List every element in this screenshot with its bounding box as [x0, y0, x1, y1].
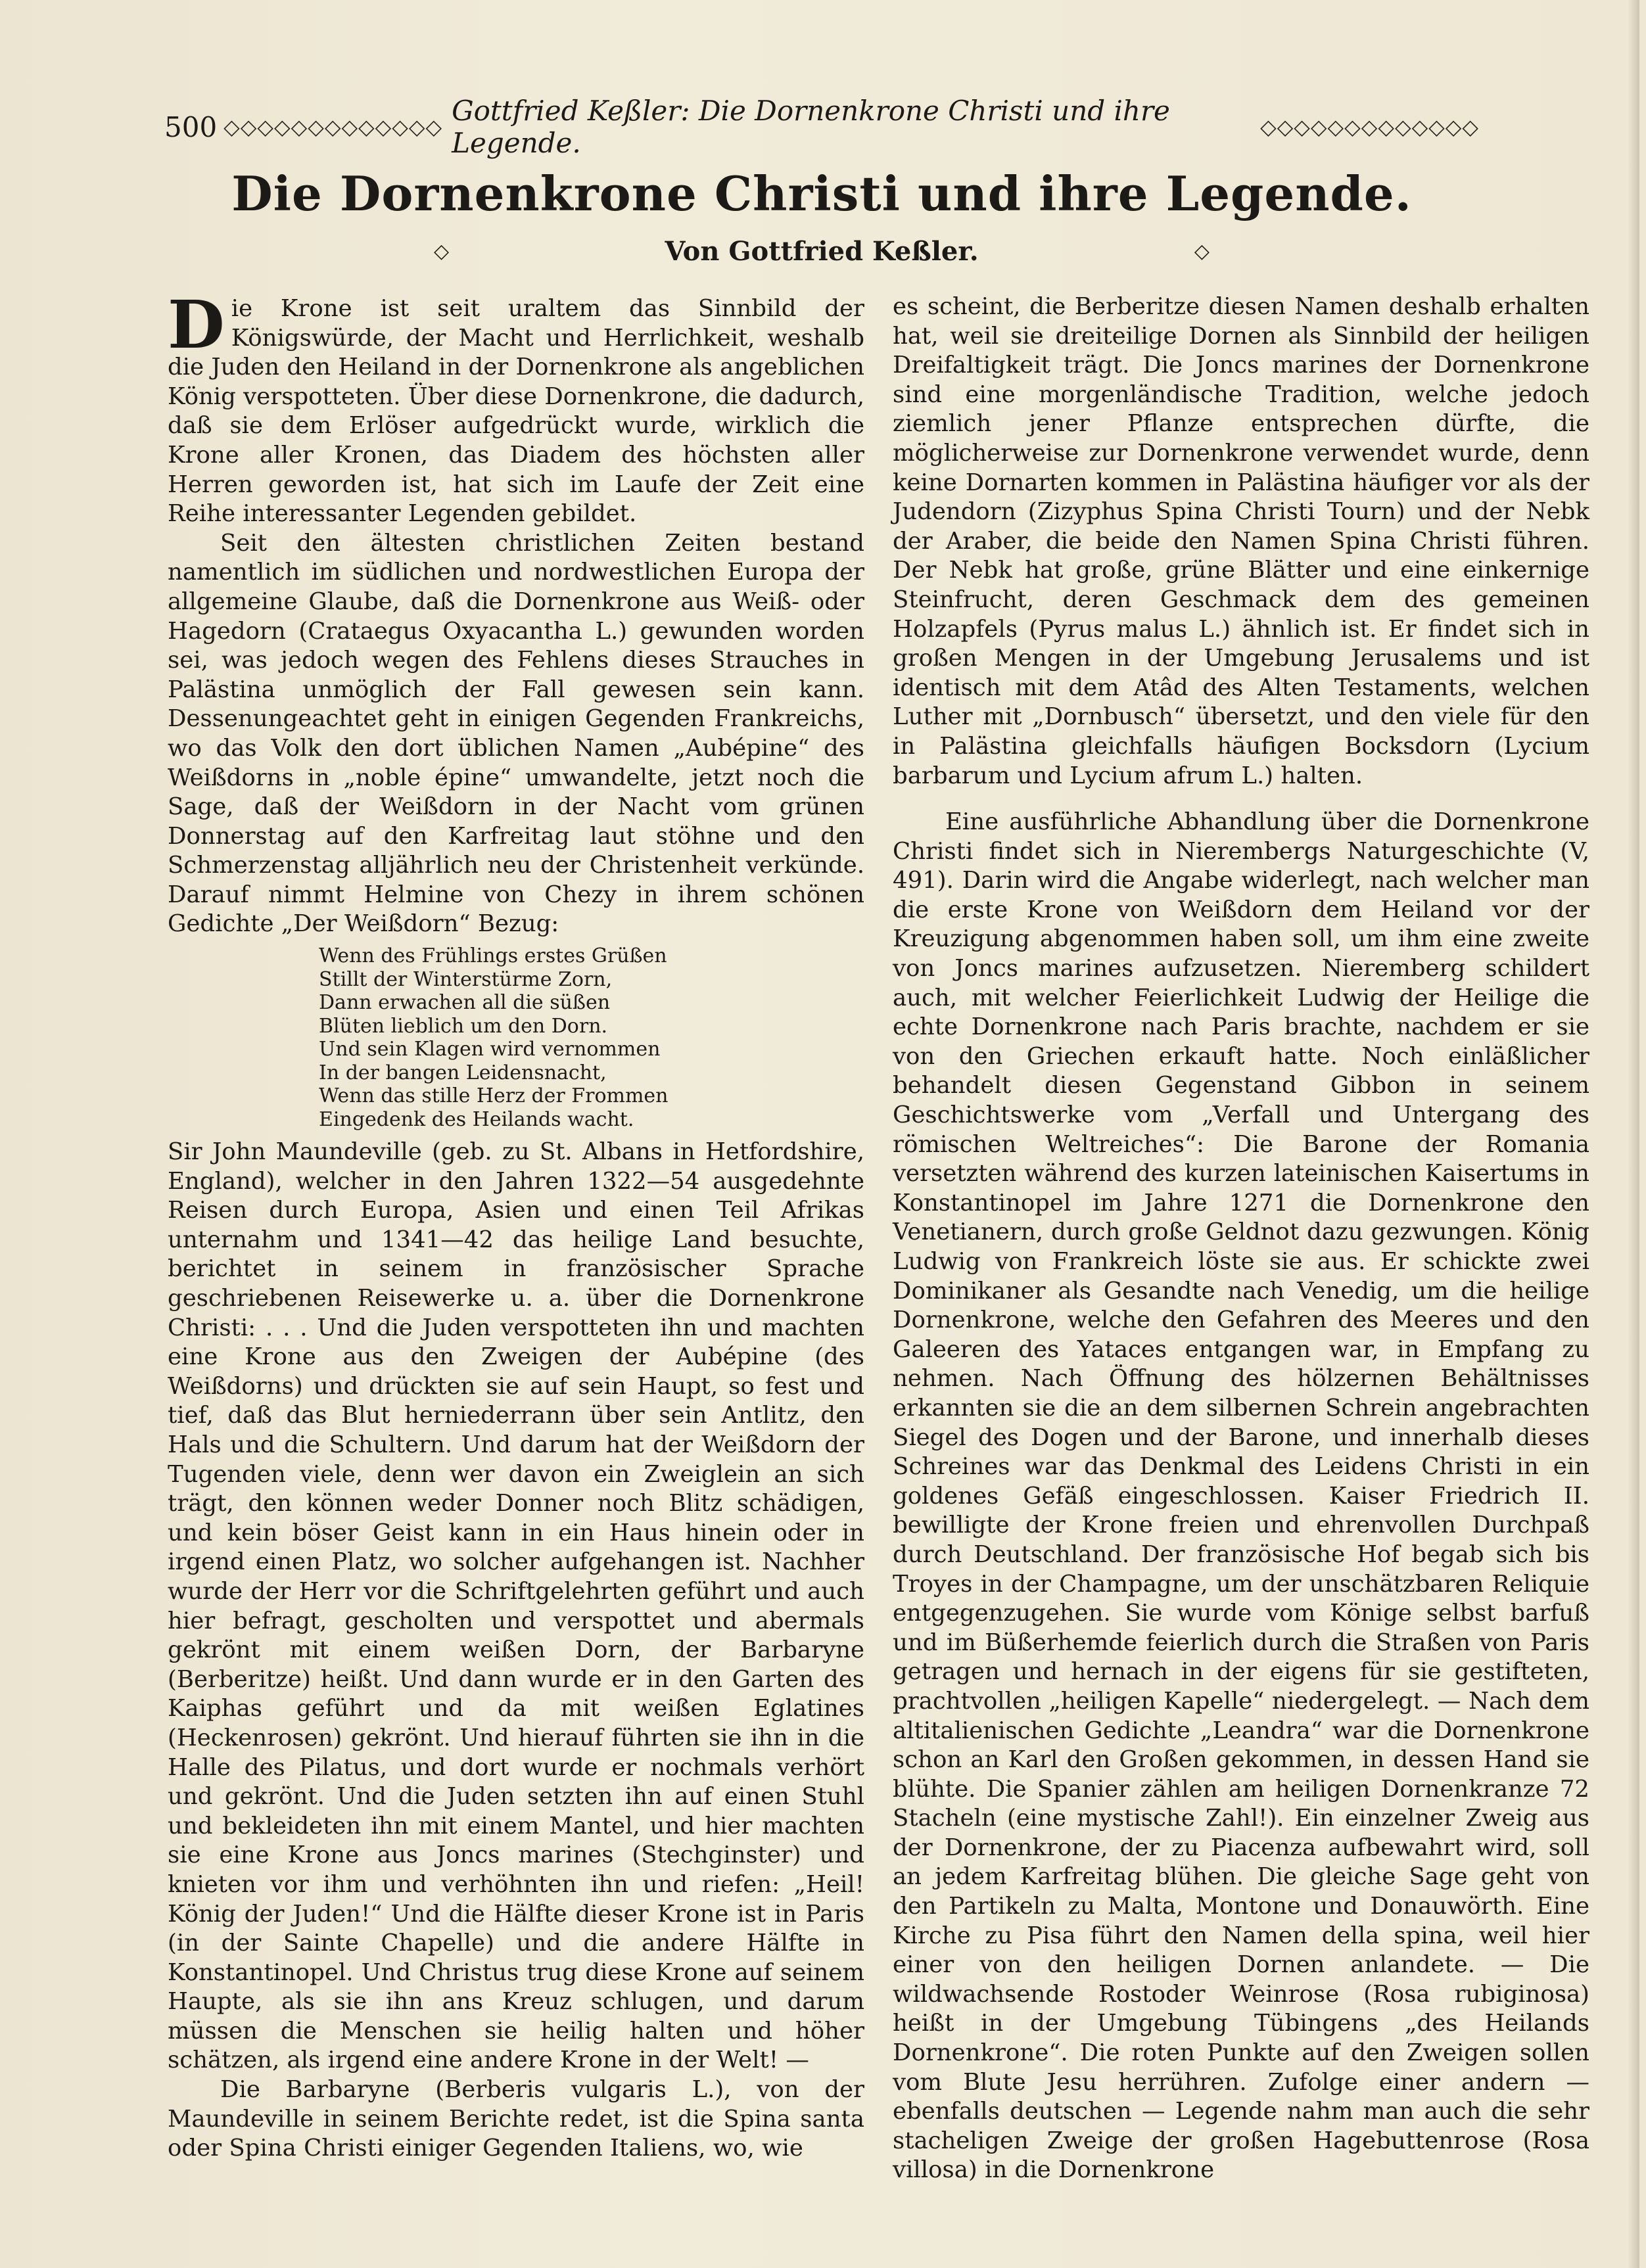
paragraph: Eine ausführliche Abhandlung über die Dornenkrone Christi findet sich in Nierembergs Naturgeschichte (V, 491). Darin wird die Angabe widerlegt, nach welcher man die erste Krone von Weißdorn dem Heiland vor der Kreuzigung abgenommen haben soll, um ihm eine zweite von Joncs marines aufzusetzen. Nieremberg schildert auch, mit welcher Feierlichkeit Ludwig der Heilige die echte Dornenkrone nach Paris brachte, nachdem er sie von den Griechen erkauft hatte. Noch einläßlicher behandelt diesen Gegenstand Gibbon in seinem Geschichtswerke vom „Verfall und Untergang des römischen Weltreiches“: Die Barone der Romania versetzten während des kurzen lateinischen Kaisertums in Konstantinopel im Jahre 1271 die Dornenkrone den Venetianern, durch große Geldnot dazu gezwungen. König Ludwig von Frankreich löste sie aus. Er schickte zwei Dominikaner als Gesandte nach Venedig, um die heilige Dornenkrone, welche den Gefahren des Meeres und den Galeeren des Yataces entgangen war, in Empfang zu nehmen. Nach Öffnung des hölzernen Behältnisses erkannten sie die an dem silbernen Schrein angebrachten Siegel des Dogen und der Barone, und innerhalb dieses Schreines war das Denkmal des Leidens Christi in ein goldenes Gefäß eingeschlossen. Kaiser Friedrich II. bewilligte der Krone freien und ehrenvollen Durchpaß durch Deutschland. Der französische Hof begab sich bis Troyes in der Champagne, um der unschätzbaren Reliquie entgegenzugehen. Sie wurde vom Könige selbst barfuß und im Büßerhemde feierlich durch die Straßen von Paris getragen und hernach in der eigens für sie gestifteten, prachtvollen „heiligen Kapelle“ niedergelegt. — Nach dem altitalienischen Gedichte „Leandra“ war die Dornenkrone schon an Karl den Großen gekommen, in dessen Hand sie blühte. Die Spanier zählen am heiligen Dornenkranze 72 Stacheln (eine mystische Zahl!). Ein einzelner Zweig aus der Dornenkrone, der zu Piacenza aufbewahrt wird, soll an jedem Karfreitag blühen. Die gleiche Sage geht von den Partikeln zu Malta, Montone und Donauwörth. Eine Kirche zu Pisa führt den Namen della spina, weil hier einer von den heiligen Dornen anlandete. — Die wildwachsende Rostoder Weinrose (Rosa rubiginosa) heißt in der Umgebung Tübingens „des Heilands Dornenkrone“. Die roten Punkte auf den Zweigen sollen vom Blute Jesu herrühren. Zufolge einer andern — ebenfalls deutschen — Legende nahm man auch die sehr stacheligen Zweige der großen Hagebuttenrose (Rosa villosa) in die Dornenkrone — [893, 808, 1589, 2184]
diamond-icon-left: ◇ — [434, 239, 450, 263]
poem-line: Dann erwachen all die süßen — [319, 991, 611, 1015]
ornament-right: ◇◇◇◇◇◇◇◇◇◇◇◇◇ — [1260, 114, 1479, 139]
paragraph: Sir John Maundeville (geb. zu St. Albans in Hetfordshire, England), welcher in den Jahren 1322—54 ausgedehnte Reisen durch Europa, Asien und einen Teil Afrikas unternahm und 1341—42 das heilige Land besuchte, berichtet in seinem in französischer Sprache geschriebenen Reisewerke u. a. über die Dornenkrone Christi: . . . Und die Juden verspotteten ihn und machten eine Krone aus den Zweigen der Aubépine (des Weißdorns) und drückten sie auf sein Haupt, so fest und tief, daß das Blut herniederrann über sein Antlitz, den Hals und die Schultern. Und darum hat der Weißdorn der Tugenden viele, denn wer davon ein Zweiglein an sich trägt, den können weder Donner noch Blitz schädigen, und kein böser Geist kann in ein Haus hinein oder in irgend einen Platz, wo solcher aufgehangen ist. Nachher wurde der Herr vor die Schriftgelehrten geführt und auch hier befragt, gescholten und verspottet und abermals gekrönt mit einem weißen Dorn, der Barbaryne (Berberitze) heißt. Und dann wurde er in den Garten des Kaiphas geführt und da mit weißen Eglatines (Heckenrosen) gekrönt. Und hierauf führten sie ihn in die Halle des Pilatus, und dort wurde er nochmals verhört und gekrönt. Und die Juden setzten ihn auf einen Stuhl und bekleideten ihn mit einem Mantel, und hier machten sie eine Krone aus Joncs marines (Stechginster) und knieten vor ihm und verhöhnten ihn und riefen: „Heil! König der Juden!“ Und die Hälfte dieser Krone ist in Paris (in der Sainte Chapelle) und die andere Hälfte in Konstantinopel. Und Christus trug diese Krone auf seinem Haupte, als sie ihn ans Kreuz schlugen, und darum müssen die Menschen sie heilig halten und höher schätzen, als irgend eine andere Krone in der Welt! — — [168, 1138, 864, 2074]
author: Von Gottfried Keßler. — [665, 235, 979, 267]
poem-line: In der bangen Leidensnacht, — [319, 1061, 607, 1084]
running-title: Gottfried Keßler: Die Dornenkrone Christi und ihre Legende. — [452, 95, 1170, 159]
paragraph: es scheint, die Berberitze diesen Namen deshalb erhalten hat, weil sie dreiteilige Dornen als Sinnbild der heiligen Dreifaltigkeit trägt. Die Joncs marines der Dornenkrone sind eine morgenländische Tradition, welche jedoch ziemlich jener Pflanze entsprechen dürfte, die möglicherweise zur Dornenkrone verwendet wurde, denn keine Dornarten kommen in Palästina häufiger vor als der Judendorn (Zizyphus Spina Christi Tourn) und der Nebk der Araber, die beide den Namen Spina Christi führen. Der Nebk hat große, grüne Blätter und eine einkernige Steinfrucht, deren Geschmack dem des gemeinen Holzapfels (Pyrus malus L.) ähnlich ist. Er findet sich in großen Mengen in der Umgebung Jerusalems und ist identisch mit dem Atâd des Alten Testaments, welchen Luther mit „Dornbusch“ übersetzt, und den viele für den in Palästina gleichfalls häufigen Bocksdorn (Lycium barbarum und Lycium afrum L.) halten. — [893, 293, 1589, 789]
poem-line: Wenn das stille Herz der Frommen — [319, 1084, 669, 1108]
byline — [434, 231, 1210, 271]
right-column — [893, 292, 1589, 2185]
diamond-icon-right: ◇ — [1194, 239, 1210, 263]
poem-line: Wenn des Frühlings erstes Grüßen — [319, 944, 667, 968]
ornament-left: ◇◇◇◇◇◇◇◇◇◇◇◇◇ — [223, 114, 443, 139]
paragraph: Die Barbaryne (Berberis vulgaris L.), von der Maundeville in seinem Berichte redet, ist die Spina santa oder Spina Christi einiger Gegenden Italiens, wo, wie — [168, 2076, 864, 2162]
page-number: 500 — [164, 110, 218, 143]
article-title: Die Dornenkrone Christi und ihre Legende. — [231, 166, 1412, 221]
page-edge-shadow — [1628, 0, 1639, 2268]
drop-cap: D — [168, 286, 225, 363]
poem-line: Eingedenk des Heilands wacht. — [319, 1107, 634, 1131]
poem-line: Stillt der Winterstürme Zorn, — [319, 967, 613, 991]
left-column — [168, 286, 864, 2164]
poem — [319, 944, 864, 1131]
paragraph: Seit den ältesten christlichen Zeiten bestand namentlich im südlichen und nordwestlichen Europa der allgemeine Glaube, daß die Dornenkrone aus Weiß- oder Hagedorn (Crataegus Oxyacantha L.) gewunden worden sei, was jedoch wegen des Fehlens dieses Strauches in Palästina unmöglich der Fall gewesen sein kann. Dessenungeachtet geht in einigen Gegenden Frankreichs, wo das Volk den dort üblichen Namen „Aubépine“ des Weißdorns in „noble épine“ umwandelte, jetzt noch die Sage, daß der Weißdorn in der Nacht vom grünen Donnerstag auf den Karfreitag laut stöhne und den Schmerzenstag alljährlich neu der Christenheit verkünde. Darauf nimmt Helmine von Chezy in ihrem schönen Gedichte „Der Weißdorn“ Bezug: — [168, 529, 864, 938]
poem-line: Und sein Klagen wird vernommen — [319, 1038, 661, 1061]
poem-line: Blüten lieblich um den Dorn. — [319, 1014, 608, 1038]
paragraph — [168, 286, 864, 529]
running-header — [164, 95, 1479, 159]
paragraph-text: ie Krone ist seit uraltem das Sinnbild der Königswürde, der Macht und Herrlichkeit, weshalb die Juden den Heiland in der Dornenkrone als angeblichen König verspotteten. Über diese Dornenkrone, die dadurch, daß sie dem Erlöser aufgedrückt wurde, wirklich die Krone aller Kronen, das Diadem des höchsten aller Herren geworden ist, hat sich im Laufe der Zeit eine Reihe interessanter Legenden gebildet. — [168, 295, 864, 528]
